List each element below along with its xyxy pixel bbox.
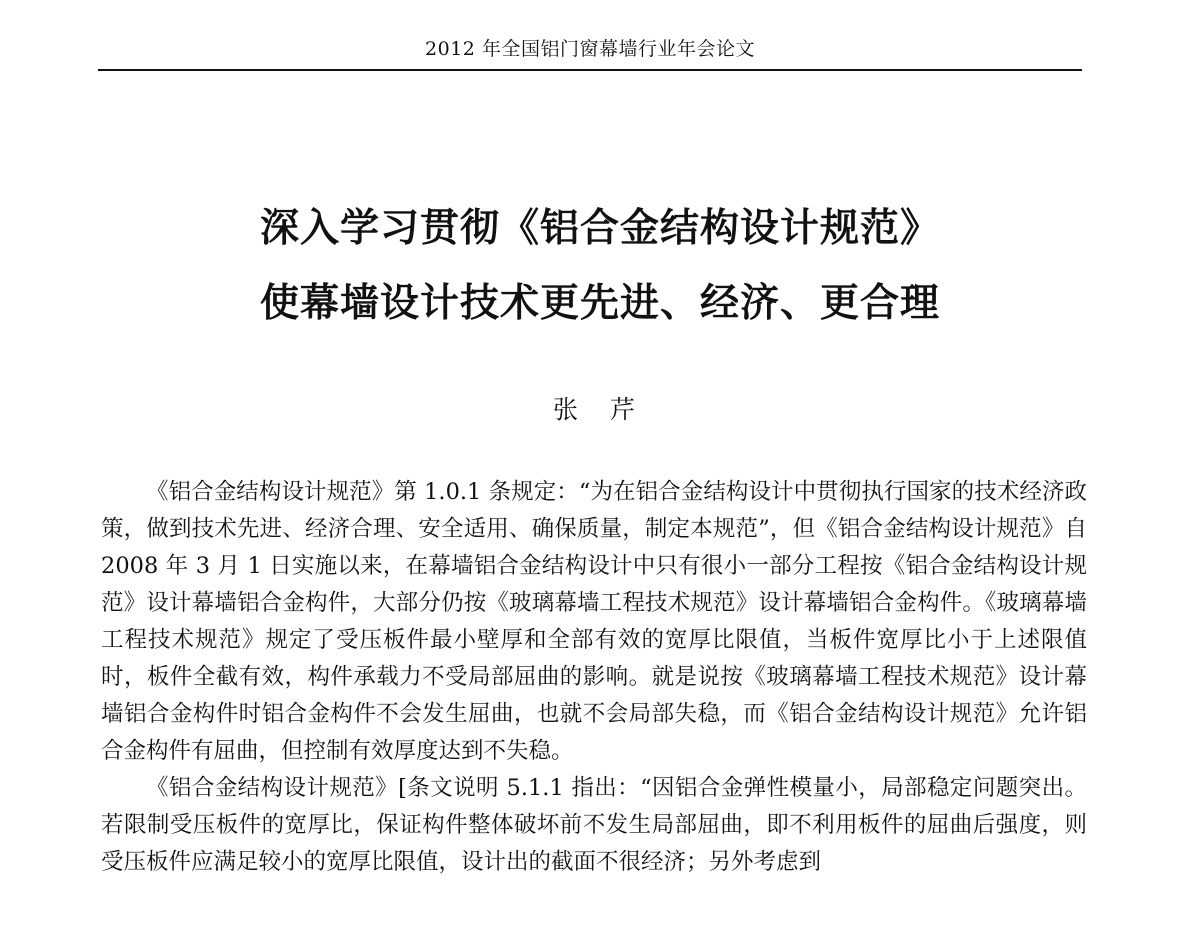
body-paragraph-1: 《铝合金结构设计规范》第 1.0.1 条规定：“为在铝合金结构设计中贯彻执行国家的技术经济政策，做到技术先进、经济合理、安全适用、确保质量，制定本规范”，但《铝合金结构设计规范》自 2008 年 3 月 1 日实施以来，在幕墙铝合金结构设计中只有很小一部分工程按《铝合金结构设计规范》设计幕墙铝合金构件，大部分仍按《玻璃幕墙工程技术规范》设计幕墙铝合金构件。《玻璃幕墙工程技术规范》规定了受压板件最小壁厚和全部有效的宽厚比限值，当板件宽厚比小于上述限值时，板件全截有效，构件承载力不受局部屈曲的影响。就是说按《玻璃幕墙工程技术规范》设计幕墙铝合金构件时铝合金构件不会发生屈曲，也就不会局部失稳，而《铝合金结构设计规范》允许铝合金构件有屈曲，但控制有效厚度达到不失稳。 (101, 479, 1087, 764)
running-header: 2012 年全国铝门窗幕墙行业年会论文 (425, 38, 755, 60)
article-body (101, 474, 1087, 881)
article-title-line-1: 深入学习贯彻《铝合金结构设计规范》 (259, 206, 940, 251)
header-rule (98, 69, 1082, 71)
body-paragraph-2: 《铝合金结构设计规范》[条文说明 5.1.1 指出：“因铝合金弹性模量小，局部稳定问题突出。若限制受压板件的宽厚比，保证构件整体破坏前不发生局部屈曲，即不利用板件的屈曲后强度，则受压板件应满足较小的宽厚比限值，设计出的截面不很经济；另外考虑到 (101, 775, 1087, 875)
article-title-line-2: 使幕墙设计技术更先进、经济、更合理 (259, 281, 940, 326)
author-name: 张 芹 (553, 395, 647, 424)
